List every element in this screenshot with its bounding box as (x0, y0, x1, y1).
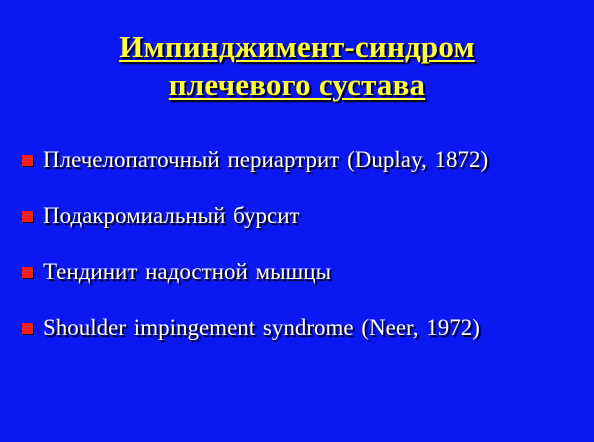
bullet-item-bursitis (22, 202, 587, 230)
slide-title-line-2: плечевого сустава (168, 67, 426, 102)
bullet-item-periarthritis (22, 146, 587, 174)
square-bullet-icon (22, 323, 33, 334)
square-bullet-icon (22, 267, 33, 278)
bullet-item-impingement (22, 314, 587, 342)
square-bullet-icon (22, 211, 33, 222)
bullet-list (22, 146, 587, 370)
slide-title (20, 28, 574, 104)
bullet-item-tendinitis (22, 258, 587, 286)
bullet-text: Shoulder impingement syndrome (Neer, 1972) (43, 315, 480, 340)
slide-title-line-1: Импинджимент-синдром (119, 29, 475, 64)
square-bullet-icon (22, 155, 33, 166)
bullet-text: Плечелопаточный периартрит (Duplay, 1872) (43, 147, 489, 172)
bullet-text: Подакромиальный бурсит (43, 203, 300, 228)
bullet-text: Тендинит надостной мышцы (43, 259, 332, 284)
